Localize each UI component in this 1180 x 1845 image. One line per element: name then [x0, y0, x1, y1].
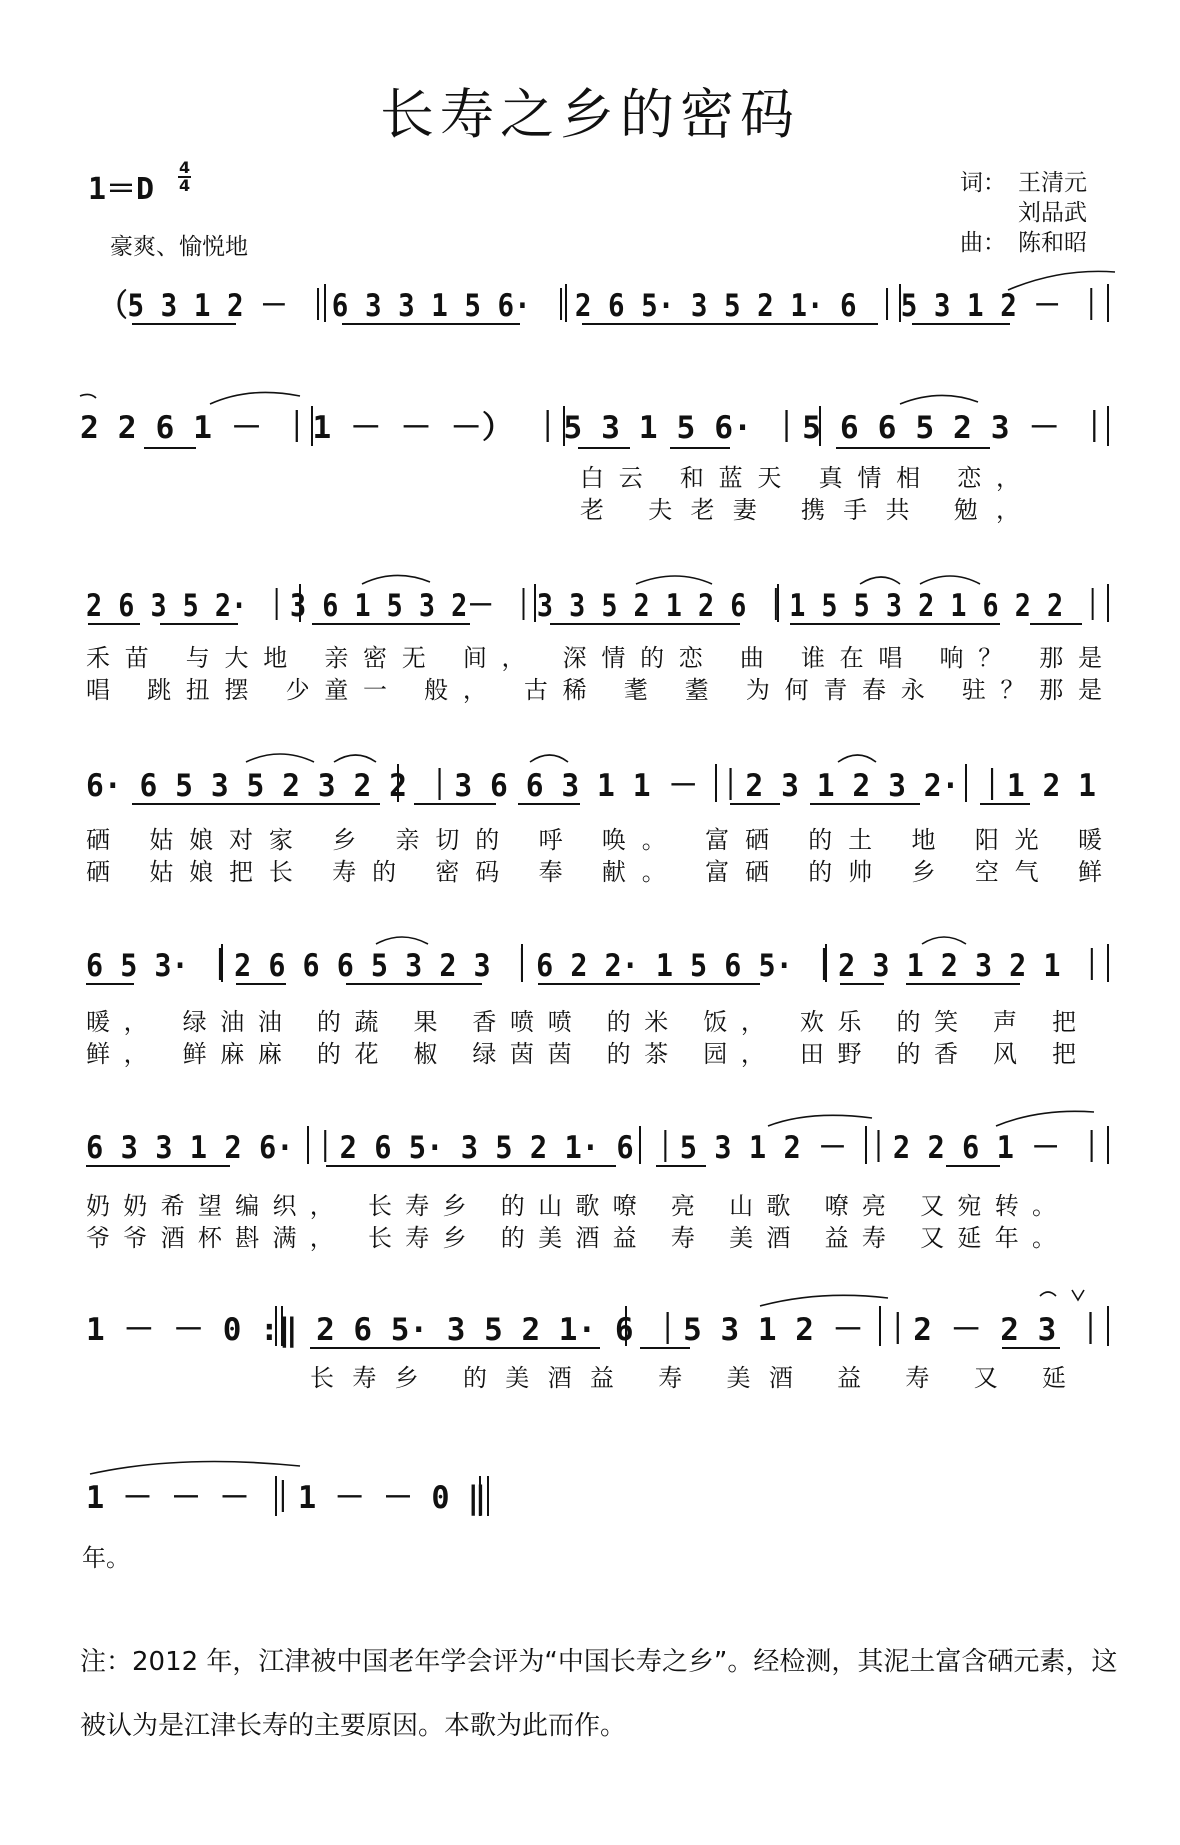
tie — [768, 1115, 872, 1126]
score-system — [86, 1290, 1108, 1392]
credit-label: 词： — [960, 170, 1006, 196]
lyric-verse-2: 爷爷酒杯斟满， 长寿乡 的美酒益 寿 美酒 益寿 又延年。 — [86, 1224, 1056, 1252]
lyric-verse-2: 鲜， 鲜麻麻 的花 椒 绿茵茵 的茶 园， 田野 的香 风 把 — [86, 1040, 1077, 1068]
lyric-verse-1: 禾苗 与大地 亲密无 间， 深情的恋 曲 谁在唱 响？ 那是 — [86, 644, 1102, 672]
tie — [760, 1295, 888, 1306]
tie — [90, 1462, 300, 1475]
score-system — [86, 575, 1108, 704]
tie-continuation — [80, 394, 96, 398]
score-system — [100, 271, 1115, 324]
notes-line: 6 5 3· ｜2 6 6 6 5 3 2 3 ｜6 2 2· 1 5 6 5· ｜2 3 1 2 3 2 1 ｜ — [86, 948, 1106, 984]
score-system — [86, 1111, 1108, 1252]
lyric-verse-2: 唱 跳扭摆 少童一 般， 古稀 耄 耋 为何青春永 驻？那是 — [86, 676, 1102, 704]
credit-lyricist — [960, 168, 1087, 198]
fermata-icon — [1040, 1292, 1056, 1296]
lyric-verse-1: 硒 姑娘对家 乡 亲切的 呼 唤。 富硒 的土 地 阳光 暖 — [86, 826, 1102, 854]
credit-name: 陈和昭 — [1018, 230, 1087, 256]
score-system — [86, 754, 1102, 886]
lyric-verse-2: 硒 姑娘把长 寿的 密码 奉 献。 富硒 的帅 乡 空气 鲜 — [86, 858, 1102, 886]
credit-label: 曲： — [960, 230, 1006, 256]
notes-line: 2 6 3 5 2· ｜3 6 1 5 3 2－ ｜3 3 5 2 1 2 6 ｜1 5 5 3 2 1 6 2 2 ｜ — [86, 588, 1106, 624]
credit-label — [960, 198, 1018, 228]
time-denominator: 4 — [179, 176, 191, 195]
slur — [860, 577, 900, 584]
credit-name: 刘品武 — [1018, 200, 1087, 226]
breath-mark-icon — [1072, 1290, 1084, 1300]
notes-line: 1 － － 0 :‖ 2 6 5· 3 5 2 1· 6 ｜5 3 1 2 － ｜2 － 2 3 ｜ — [86, 1312, 1106, 1348]
lyric-verse-1: 奶奶希望编织， 长寿乡 的山歌嘹 亮 山歌 嘹亮 又宛转。 — [86, 1192, 1056, 1220]
score-system — [82, 1462, 488, 1573]
slur — [246, 754, 314, 762]
slur — [920, 576, 980, 584]
lyric-line: 年。 — [82, 1544, 130, 1572]
slur — [838, 755, 876, 762]
notes-line: 6 3 3 1 2 6· ｜2 6 5· 3 5 2 1· 6 ｜5 3 1 2 － ｜2 2 6 1 － ｜ — [86, 1130, 1106, 1166]
song-title: 长寿之乡的密码 — [380, 83, 800, 146]
slur — [362, 575, 430, 584]
slur — [530, 755, 568, 762]
time-signature — [178, 160, 191, 194]
tempo-marking: 豪爽、愉悦地 — [110, 234, 248, 260]
slur — [334, 755, 376, 762]
credit-lyricist-2 — [960, 198, 1087, 228]
slur — [900, 395, 978, 404]
lyric-verse-1: 白云 和蓝天 真情相 恋， — [580, 464, 1020, 492]
time-numerator: 4 — [179, 158, 191, 177]
notes-line: （5 3 1 2 － ｜6 3 3 1 5 6· ｜2 6 5· 3 5 2 1· 6 ｜5 3 1 2 － ｜ — [100, 288, 1105, 324]
credit-composer — [960, 228, 1087, 258]
slur — [922, 937, 966, 944]
key-signature: 1＝D — [88, 172, 155, 207]
lyric-verse-2: 老 夫老妻 携手共 勉， — [580, 496, 1020, 524]
tie — [210, 392, 300, 404]
footnote: 注：2012 年，江津被中国老年学会评为“中国长寿之乡”。经检测，其泥土富含硒元素，这被认为是江津长寿的主要原因。本歌为此而作。 — [80, 1647, 1118, 1741]
score-system — [86, 937, 1108, 1068]
score-system — [80, 392, 1110, 524]
notes-line: 6· 6 5 3 5 2 3 2 2 ｜3 6 6 3 1 1 － ｜2 3 1 2 3 2· ｜1 2 1 — [86, 768, 1096, 804]
lyric-line: 长寿乡 的美酒益 寿 美酒 益 寿 又 延 — [310, 1364, 1066, 1392]
tie — [996, 1111, 1094, 1126]
slur — [636, 576, 712, 584]
lyric-verse-1: 暖， 绿油油 的蔬 果 香喷喷 的米 饭， 欢乐 的笑 声 把 — [86, 1008, 1077, 1036]
notes-line: 2 2 6 1 － ｜1 － － －） ｜5 3 1 5 6· ｜5 6 6 5 2 3 － ｜ — [80, 410, 1110, 446]
credits — [960, 168, 1087, 258]
tie — [1008, 271, 1115, 290]
credit-name: 王清元 — [1018, 170, 1087, 196]
notes-line: 1 － － － ｜1 － － 0 ‖ — [86, 1480, 486, 1516]
slur — [376, 937, 428, 944]
